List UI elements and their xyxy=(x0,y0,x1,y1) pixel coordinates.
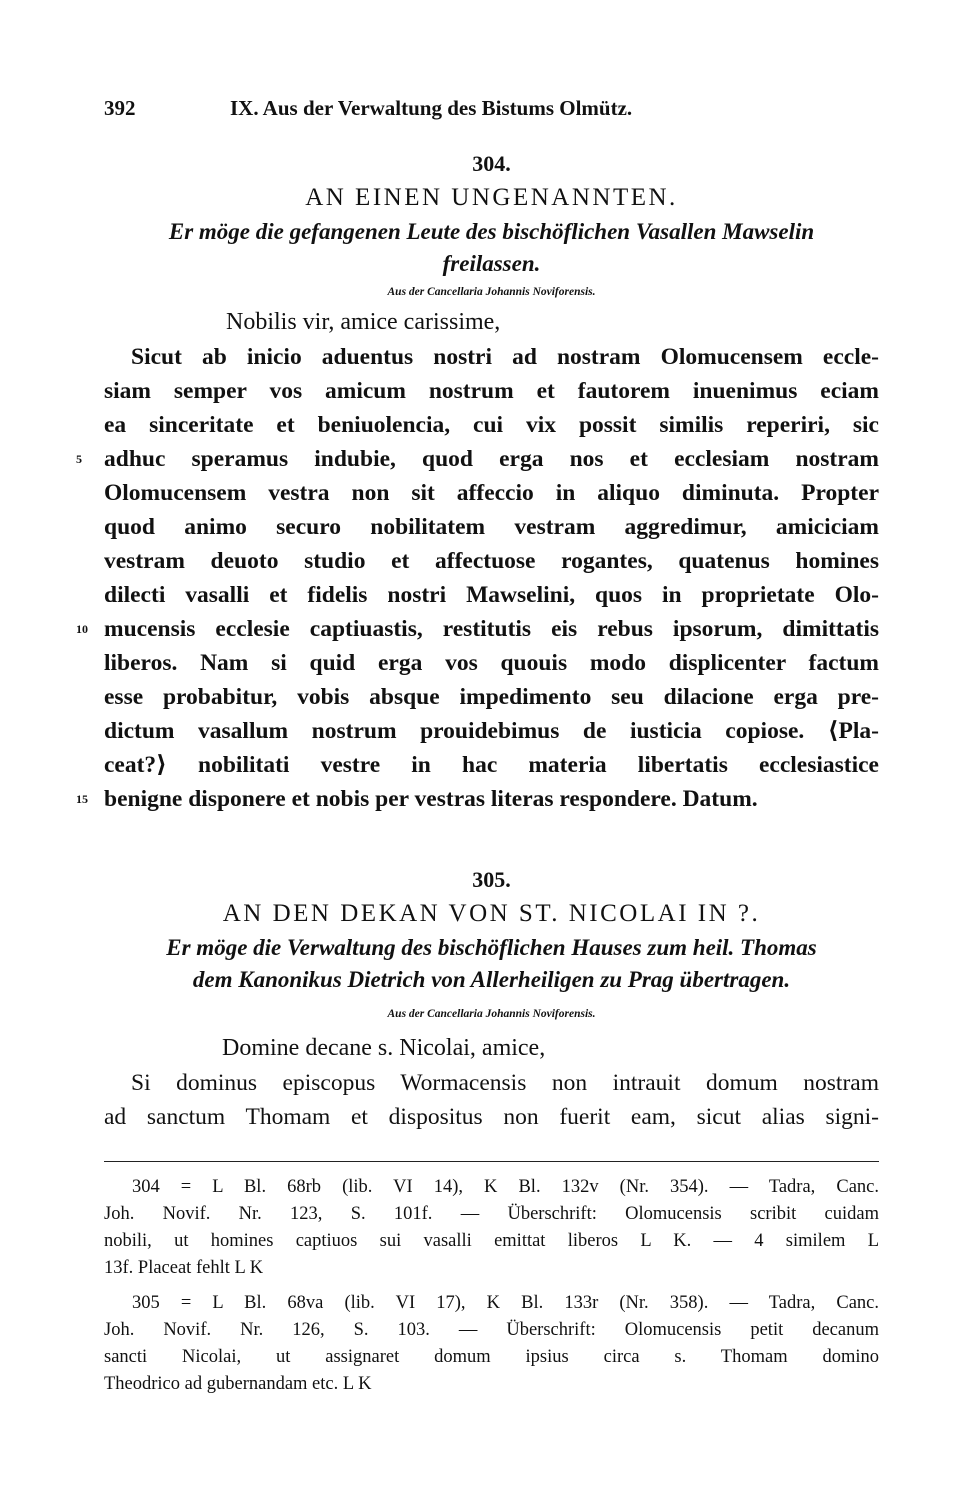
body-line-text: liberos. Nam si quid erga vos quouis modo displicenter factum xyxy=(104,650,879,676)
body-line-text: dictum vasallum nostrum prouidebimus de iusticia copiose. ⟨Pla- xyxy=(104,718,879,744)
document-summary xyxy=(104,932,879,996)
body-line xyxy=(76,442,879,476)
body-line xyxy=(104,578,879,612)
footnote-line: Joh. Novif. Nr. 126, S. 103. — Überschrift: Olomucensis petit decanum xyxy=(104,1320,879,1340)
document-number: 304. xyxy=(472,151,511,176)
body-line-text: adhuc speramus indubie, quod erga nos et ecclesiam nostram xyxy=(104,446,879,472)
body-line xyxy=(104,1100,879,1134)
body-line-text: dilecti vasalli et fidelis nostri Mawselini, quos in proprietate Olo- xyxy=(104,582,879,608)
document-title: AN EINEN UNGENANNTEN. xyxy=(305,184,678,211)
body-line-text: quod animo securo nobilitatem vestram aggredimur, amiciciam xyxy=(104,514,879,540)
body-line-text: mucensis ecclesie captiuastis, restitutis eis rebus ipsorum, dimittatis xyxy=(104,616,879,642)
body-line xyxy=(104,510,879,544)
body-line-text: ceat?⟩ nobilitati vestre in hac materia libertatis ecclesiastice xyxy=(104,752,879,778)
salutation: Nobilis vir, amice carissime, xyxy=(226,309,501,335)
body-line xyxy=(76,612,879,646)
summary-line: freilassen. xyxy=(442,251,541,276)
footnote-305 xyxy=(104,1290,879,1398)
body-line-text: ea sinceritate et beniuolencia, cui vix possit similis reperiri, sic xyxy=(104,412,879,438)
body-line xyxy=(104,408,879,442)
footnotes xyxy=(104,1174,879,1398)
document-source: Aus der Cancellaria Johannis Noviforensis. xyxy=(387,1008,596,1020)
body-line-text: Olomucensem vestra non sit affeccio in aliquo diminuta. Propter xyxy=(104,480,879,506)
body-line xyxy=(104,476,879,510)
body-line xyxy=(104,680,879,714)
footnote-304 xyxy=(104,1174,879,1282)
summary-line: Er möge die Verwaltung des bischöflichen Hauses zum heil. Thomas xyxy=(166,935,817,960)
line-number: 5 xyxy=(76,452,82,466)
body-line xyxy=(104,714,879,748)
footnote-line: nobili, ut homines captiuos sui vasalli emittat liberos L K. — 4 similem L xyxy=(104,1231,879,1251)
footnote-divider xyxy=(104,1161,879,1162)
summary-line: dem Kanonikus Dietrich von Allerheiligen zu Prag übertragen. xyxy=(192,967,791,992)
document-number: 305. xyxy=(472,867,511,892)
body-line-text: benigne disponere et nobis per vestras literas respondere. Datum. xyxy=(104,786,758,812)
salutation: Domine decane s. Nicolai, amice, xyxy=(222,1035,546,1061)
body-line-text: Sicut ab inicio aduentus nostri ad nostram Olomucensem eccle- xyxy=(131,344,879,370)
document-body xyxy=(76,340,879,816)
document-304 xyxy=(76,148,879,816)
footnote-line: Joh. Novif. Nr. 123, S. 101f. — Überschrift: Olomucensis scribit cuidam xyxy=(104,1204,879,1224)
body-line-text: esse probabitur, vobis absque impedimento seu dilacione erga pre- xyxy=(104,684,879,710)
line-number: 15 xyxy=(76,792,88,806)
footnote-line: Theodrico ad gubernandam etc. L K xyxy=(104,1374,372,1394)
body-line xyxy=(104,646,879,680)
page-number: 392 xyxy=(104,96,136,120)
line-number: 10 xyxy=(76,622,88,636)
body-line xyxy=(104,340,879,374)
body-line xyxy=(76,782,879,816)
summary-line: Er möge die gefangenen Leute des bischöflichen Vasallen Mawselin xyxy=(168,219,815,244)
body-line xyxy=(104,1066,879,1100)
page-header xyxy=(0,96,960,126)
document-title: AN DEN DEKAN VON ST. NICOLAI IN ?. xyxy=(222,900,761,927)
body-line xyxy=(104,544,879,578)
body-line xyxy=(104,374,879,408)
body-line-text: Si dominus episcopus Wormacensis non intrauit domum nostram xyxy=(131,1070,879,1096)
footnote-line: 304 = L Bl. 68rb (lib. VI 14), K Bl. 132v (Nr. 354). — Tadra, Canc. xyxy=(132,1177,879,1197)
body-line xyxy=(104,748,879,782)
document-source: Aus der Cancellaria Johannis Noviforensis. xyxy=(387,286,596,298)
running-head: IX. Aus der Verwaltung des Bistums Olmütz. xyxy=(230,96,633,120)
body-line-text: ad sanctum Thomam et dispositus non fuerit eam, sicut alias signi- xyxy=(104,1104,879,1130)
document-summary xyxy=(104,216,879,280)
body-line-text: vestram deuoto studio et affectuose rogantes, quatenus homines xyxy=(104,548,879,574)
footnote-line: 13f. Placeat fehlt L K xyxy=(104,1258,264,1278)
footnote-line: 305 = L Bl. 68va (lib. VI 17), K Bl. 133r (Nr. 358). — Tadra, Canc. xyxy=(132,1293,879,1313)
document-305 xyxy=(104,864,879,1134)
footnote-line: sancti Nicolai, ut assignaret domum ipsius circa s. Thomam domino xyxy=(104,1347,879,1367)
body-line-text: siam semper vos amicum nostrum et fautorem inuenimus eciam xyxy=(104,378,879,404)
document-body xyxy=(104,1066,879,1134)
